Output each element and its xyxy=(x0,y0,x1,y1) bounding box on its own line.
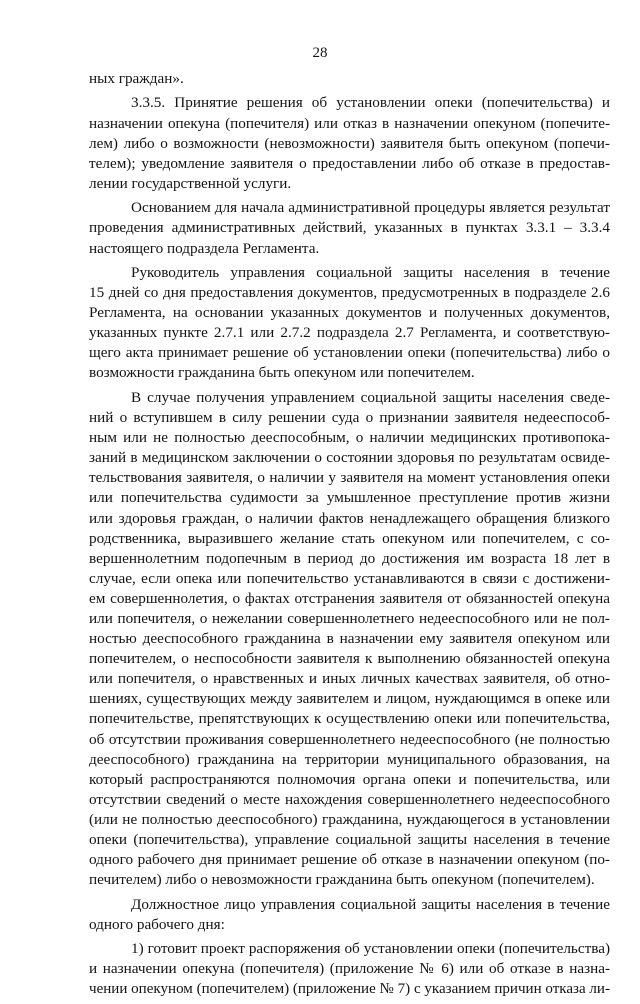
text-line: В случае получения управлением социальной защиты населения сведе- xyxy=(131,388,610,406)
paragraph-official xyxy=(89,895,610,935)
text-line: одного рабочего дня принимает решение об отказе в назначении опекуном (по- xyxy=(89,851,610,869)
text-line: ний о вступившем в силу решении суда о признании заявителя недееспособ- xyxy=(89,409,610,427)
text-line: заний в медицинском заключении о состоянии здоровья по результатам освиде- xyxy=(89,449,610,467)
paragraph-3-3-5 xyxy=(89,93,610,193)
text-line: попечителем, о неспособности заявителя к выполнению обязанностей опекуна xyxy=(89,650,610,668)
text-line: 15 дней со дня предоставления документов, предусмотренных в подразделе 2.6 xyxy=(89,284,610,302)
text-line: чении опекуном (попечителем) (приложение № 7) с указанием причин отказа ли- xyxy=(89,980,610,998)
text-line: лем) либо о возможности (невозможности) заявителя быть опекуном (попечи- xyxy=(89,134,610,152)
text-line: Руководитель управления социальной защиты населения в течение xyxy=(131,264,610,282)
text-line: назначении опекуна (попечителя) или отказ в назначении опекуном (попечите- xyxy=(89,114,610,132)
text-line: Регламента, на основании указанных документов и полученных документов, xyxy=(89,304,610,322)
paragraph-head-decision xyxy=(89,263,610,384)
text-line: об отсутствии проживания совершеннолетнего недееспособного (не полностью xyxy=(89,730,610,748)
text-line: печителем) либо о невозможности гражданина быть опекуном (попечителем). xyxy=(89,871,595,889)
text-line: или попечительства судимости за умышленное преступление против жизни xyxy=(89,489,610,507)
paragraph-basis xyxy=(89,198,610,258)
text-line: или попечителя, о нравственных и иных личных качествах заявителя, об отно- xyxy=(89,670,610,688)
text-line: щего акта принимает решение об установлении опеки (попечительства) либо о xyxy=(89,344,610,362)
text-line: шениях, существующих между заявителем и лицом, нуждающимся в опеке или xyxy=(89,690,610,708)
text-line: попечительстве, препятствующих к осуществлению опеки или попечительства, xyxy=(89,710,610,728)
text-line: дееспособного) гражданина на территории муниципального образования, на xyxy=(89,750,610,768)
text-line: одного рабочего дня: xyxy=(89,915,225,933)
text-line: и назначении опекуна (попечителя) (приложение № 6) или об отказе в назна- xyxy=(89,960,610,978)
text-line: отсутствии сведений о месте нахождения совершеннолетнего недееспособного xyxy=(89,790,610,808)
text-line: опеки (попечительства), управление социальной защиты населения в течение xyxy=(89,831,610,849)
text-line: ем совершеннолетия, о фактах отстранения заявителя от обязанностей опекуна xyxy=(89,589,610,607)
text-line: телем); уведомление заявителя о предоставлении либо об отказе в предостав- xyxy=(89,154,610,172)
text-line: указанных пункте 2.7.1 или 2.7.2 подраздела 2.7 Регламента, и соответствую- xyxy=(89,324,610,342)
text-line: или попечителя, о нежелании совершеннолетнего недееспособного или не пол- xyxy=(89,610,610,627)
text-line: который распространяются полномочия органа опеки и попечительства, или xyxy=(89,770,610,788)
text-line: случае, если опека или попечительство устанавливаются в связи с достижени- xyxy=(89,569,610,587)
text-line: или здоровья граждан, о наличии фактов ненадлежащего обращения близкого xyxy=(89,509,610,527)
text-line: ностью дееспособного гражданина в назначении ему заявителя опекуном или xyxy=(89,630,610,648)
text-line: возможности гражданина быть опекуном или попечителем. xyxy=(89,364,475,382)
text-line: Должностное лицо управления социальной защиты населения в течение xyxy=(131,895,610,913)
text-line: родственника, выразившего желание стать опекуном или попечителем, с со- xyxy=(89,529,610,547)
text-line: 3.3.5. Принятие решения об установлении опеки (попечительства) и xyxy=(131,94,610,112)
text-line: (или не полностью дееспособного) гражданина, нуждающегося в установлении xyxy=(89,810,610,828)
text-line: лении государственной услуги. xyxy=(89,174,292,192)
text-line: Основанием для начала административной процедуры является результат xyxy=(131,199,610,217)
text-line: проведения административных действий, указанных в пунктах 3.3.1 – 3.3.4 xyxy=(89,219,610,237)
text-line: ных граждан». xyxy=(89,70,184,87)
document-body xyxy=(89,69,610,1004)
text-line: настоящего подраздела Регламента. xyxy=(89,239,320,257)
text-line: ным или не полностью дееспособным, о наличии медицинских противопока- xyxy=(89,429,610,447)
page-number: 28 xyxy=(312,45,328,61)
text-line: 1) готовит проект распоряжения об установлении опеки (попечительства) xyxy=(131,940,610,958)
paragraph-item-1 xyxy=(89,939,610,999)
paragraph-information-cases xyxy=(89,388,610,890)
paragraph-continuation xyxy=(89,69,610,89)
text-line: тельствования заявителя, о наличии у заявителя на момент установления опеки xyxy=(89,469,610,487)
text-line: вершеннолетним подопечным в период до достижения им возраста 18 лет в xyxy=(89,549,610,567)
